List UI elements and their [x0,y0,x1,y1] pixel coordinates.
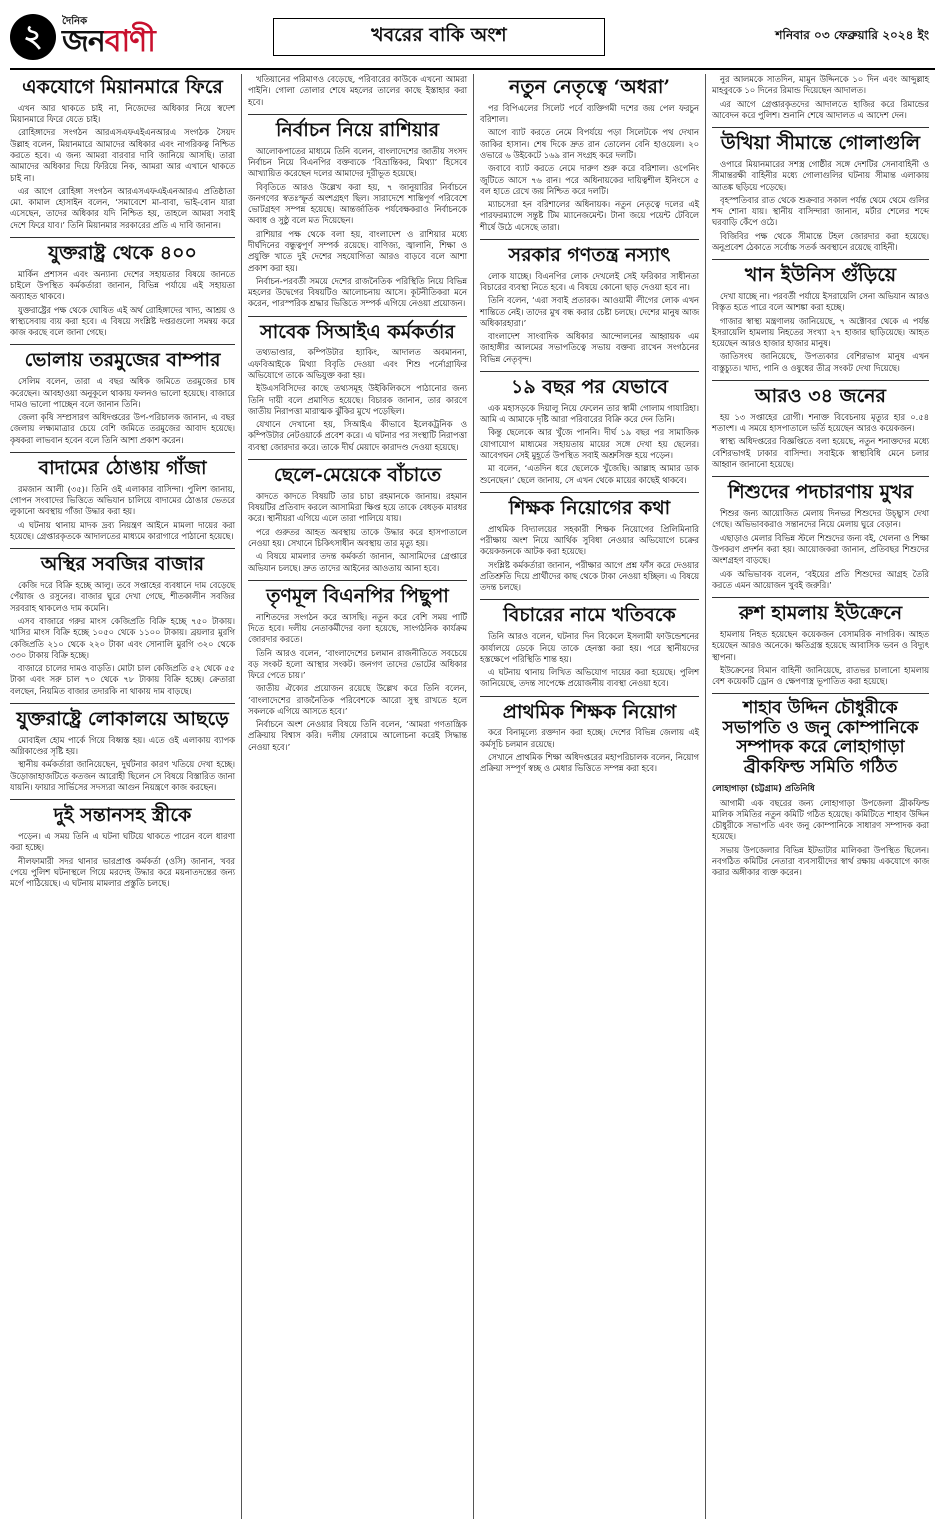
article-paragraph: নাশিতদের সংগঠন করে আসছি। নতুন করে বেশি সময় পার্টি দিতে হবে। দলীয় নেতাকর্মীদের বলা হয়েছে, সাংগঠনিক কার্যক্রম জোরদার করতে। [248,611,467,645]
article-paragraph: নুর আলমকে সাতদিন, মামুন উদ্দিনকে ১০ দিন এবং আব্দুল্লাহ মাহবুবকে ১০ দিনের রিমান্ড দিয়েছেন আদালত। [712,74,929,96]
article-paragraph: যুক্তরাষ্ট্রের পক্ষ থেকে ঘোষিত এই অর্থ রোহিঙ্গাদের খাদ্য, আশ্রয় ও স্বাস্থ্যসেবায় ব্যয় করা হবে। এ বিষয়ে সংশ্লিষ্ট দপ্তরগুলো সমন্বয় করে কাজ করছে বলে জানা গেছে। [10,304,235,338]
article-paragraph: মার্কিন প্রশাসন এবং অন্যান্য দেশের সহায়তার বিষয়ে জানতে চাইলে উপস্থিত কর্মকর্তারা জানান, বিভিন্ন পর্যায়ে এই সহায়তা অব্যাহত থাকবে। [10,268,235,302]
article-body [480,524,699,594]
article-body [712,412,929,470]
article-paragraph: যেখানে দেখানো হয়, সিআইএ কীভাবে ইলেকট্রনিক ও কম্পিউটার নেটওয়ার্কে প্রবেশ করে। এ ঘটনার পর সংস্থাটি নিরাপত্তা ব্যবস্থা জোরদার করে। তাকে দীর্ঘ মেয়াদে কারাদণ্ড দেওয়া হয়েছে। [248,419,467,452]
article-headline: শাহাব উদ্দিন চৌধুরীকে সভাপতি ও জনু কোম্পানিকে সম্পাদক করে লোহাগাড়া ব্রীকফিল্ড সমিতি গঠিত [722,698,919,777]
article-headline: বিচারের নামে খতিবকে [503,604,676,627]
article [480,702,699,781]
article-body [248,491,467,574]
article-headline: প্রাথমিক শিক্ষক নিয়োগ [502,700,677,723]
article-paragraph: জেলা কৃষি সম্প্রসারণ অধিদপ্তরের উপ-পরিচালক জানান, এ বছর জেলায় লক্ষ্যমাত্রার চেয়ে বেশি জমিতে তরমুজের আবাদ হয়েছে। কৃষকরা লাভবান হবেন বলে তিনি আশা প্রকাশ করেন। [10,412,235,445]
dateline: শনিবার ০৩ ফেব্রুয়ারি ২০২৪ ইং [775,28,929,42]
article [712,482,929,598]
article-paragraph: হামলায় নিহত হয়েছেন কয়েকজন বেসামরিক নাগরিক। আহত হয়েছেন আরও অনেকে। ক্ষতিগ্রস্ত হয়েছে আবাসিক ভবন ও বিদ্যুৎ স্থাপনা। [712,628,929,662]
article-headline: নতুন নেতৃত্বে ‘অধরা’ [509,76,670,98]
article-paragraph: এ ঘটনায় থানায় মাদক দ্রব্য নিয়ন্ত্রণ আইনে মামলা দায়ের করা হয়েছে। গ্রেপ্তারকৃতকে আদালতের মাধ্যমে কারাগারে পাঠানো হয়েছে। [10,519,235,541]
article [248,586,467,759]
article-paragraph: লোক যাচ্ছে। বিএনপির লোক দেখলেই সেই ফরিকার সাধীনতা বিচারের ব্যবস্থা নিতে হবে। এ বিষয়ে কোনো ছাড় দেওয়া হবে না। [480,270,699,293]
article-body [10,580,235,697]
article [248,322,467,460]
article-paragraph: মোবাইল হোম পার্কে গিয়ে বিধ্বস্ত হয়। এতে ওই এলাকায় ব্যাপক অগ্নিকাণ্ডের সৃষ্টি হয়। [10,734,235,757]
article-paragraph: গাজার স্বাস্থ্য মন্ত্রণালয় জানিয়েছে, ৭ অক্টোবর থেকে এ পর্যন্ত ইসরায়েলি হামলায় নিহতের সংখ্যা ২৭ হাজার ছাড়িয়েছে। আহত হয়েছেন আরও হাজার হাজার মানুষ। [712,315,929,349]
article-body [712,291,929,374]
article-headline: নির্বাচন নিয়ে রাশিয়ার [275,118,440,141]
article [248,465,467,581]
article-body [10,831,235,889]
article [480,77,699,240]
article [712,265,929,381]
article-paragraph: আগামী এক বছরের জন্য লোহাগাড়া উপজেলা ব্রীকফিল্ড মালিক সমিতির নতুন কমিটি গঠিত হয়েছে। কমিটিতে শাহাব উদ্দিন চৌধুরীকে সভাপতি এবং জনু কোম্পানিকে সাধারণ সম্পাদক করা হয়েছে। [712,797,929,842]
article-headline: বাদামের ঠোঙায় গাঁজা [38,457,207,479]
article [10,350,235,453]
article-paragraph: তিনি আরও বলেন, ‘বাংলাদেশের চলমান রাজনীতিতে সবচেয়ে বড় সংকট হলো আস্থার সংকট। জনগণ তাদের ভোটের অধিকার ফিরে পেতে চায়।’ [248,647,467,681]
article-paragraph: রোহিঙ্গাদের সংগঠন আরএসএফএইএনআরএ সংগঠক সৈয়দ উল্লাহ বলেন, মিয়ানমারে আমাদের অধিকার এবং নাগরিকত্ব নিশ্চিত করতে হবে। এ জন্য আমরা বারবার দাবি জানিয়ে আসছি। তারা আমাদের অধিকার দিয়ে ফিরিয়ে নিক, আমরা আর এখানে থাকতে চাই না। [10,127,235,183]
article [10,458,235,549]
article-body [712,74,929,121]
article-paragraph: আগে ব্যাট করতে নেমে বিপর্যয়ে পড়া সিলেটকে পথ দেখান জাকির হাসান। শেষ দিকে দ্রুত রান তোলেন বেনি হাওয়েল। ২০ ওভারে ৬ উইকেটে ১৬৯ রান সংগ্রহ করে দলটি। [480,127,699,160]
article-paragraph: নির্বাচন-পরবর্তী সময়ে দেশের রাজনৈতিক পরিস্থিতি নিয়ে বিভিন্ন মহলের উদ্বেগের বিষয়টিও আলোচনায় আসে। কূটনীতিকরা মনে করেন, পারস্পরিক শ্রদ্ধার ভিত্তিতে সম্পর্ক এগিয়ে নেওয়া প্রয়োজন। [248,275,467,309]
article [712,74,929,128]
article [712,603,929,694]
article-paragraph: হয় ১৩ সপ্তাহের রোগী। শনাক্ত বিবেচনায় মৃত্যুর হার ০.৫৪ শতাংশ। এ সময়ে হাসপাতালে ভর্তি হয়েছেন আরও কয়েকজন। [712,411,929,434]
article-paragraph: করে বিনামূল্যে রক্তদান করা হচ্ছে। দেশের বিভিন্ন জেলায় এই কর্মসূচি চলমান রয়েছে। [480,727,699,749]
article-paragraph: খতিয়ানের পরিমাণও বেড়েছে, পরিবারের কাউকে এখনো আমরা পাইনি। গোলা তোলার শেষে মহলের তালের কাছে ইস্তাহার করা হবে। [248,74,467,107]
article-headline: খান ইউনিস গুঁড়িয়ে [744,264,897,287]
article-paragraph: নির্বাচনে অংশ নেওয়ার বিষয়ে তিনি বলেন, ‘আমরা গণতান্ত্রিক প্রক্রিয়ায় বিশ্বাস করি। দলীয় ফোরামে আলোচনা করেই সিদ্ধান্ত নেওয়া হবে।’ [248,719,467,752]
article-headline: অস্থির সবজির বাজার [40,553,205,576]
article-paragraph: ম্যাচসেরা হন বরিশালের অধিনায়ক। নতুন নেতৃত্বে দলের এই পারফরম্যান্সে সন্তুষ্ট টিম ম্যানেজমেন্ট। টানা জয়ে পয়েন্ট টেবিলে শীর্ষে উঠে এসেছে তারা। [480,199,699,232]
article-headline: সাবেক সিআইএ কর্মকর্তার [260,320,455,343]
article-paragraph: মা বলেন, ‘এতদিন ধরে ছেলেকে খুঁজেছি। আল্লাহ আমার ডাক শুনেছেন।’ ছেলে জানায়, সে এখন থেকে মায়ের কাছেই থাকবে। [480,463,699,485]
article-body [248,612,467,753]
article-body [712,798,929,879]
article-paragraph: এসব বাজারে গরুর মাংস কেজিপ্রতি বিক্রি হচ্ছে ৭৫০ টাকায়। খাসির মাংস বিক্রি হচ্ছে ১০৫০ থেকে ১১০০ টাকায়। ব্রয়লার মুরগি কেজিপ্রতি ২১০ থেকে ২২০ টাকা এবং সোনালি মুরগি ৩২০ থেকে ৩৩০ টাকায় বিক্রি হচ্ছে। [10,615,235,660]
article-paragraph: জবাবে ব্যাট করতে নেমে দারুণ শুরু করে বরিশাল। ওপেনিং জুটিতে আসে ৭৬ রান। পরে অধিনায়কের দায়িত্বশীল ইনিংসে ৫ বল হাতে রেখে জয় নিশ্চিত করে দলটি। [480,163,699,196]
article-paragraph: সভায় উপজেলার বিভিন্ন ইটভাটার মালিকরা উপস্থিত ছিলেন। নবগঠিত কমিটির নেতারা ব্যবসায়ীদের স্বার্থ রক্ষায় একযোগে কাজ করার অঙ্গীকার ব্যক্ত করেন। [712,844,929,878]
article-paragraph: বৃহস্পতিবার রাত থেকে শুক্রবার সকাল পর্যন্ত থেমে থেমে গুলির শব্দ শোনা যায়। স্থানীয় বাসিন্দারা জানান, মর্টার শেলের শব্দে ঘরবাড়ি কেঁপে ওঠে। [712,194,929,228]
article [248,120,467,317]
article-body [10,376,235,446]
article-byline: লোহাগাড়া (চট্টগ্রাম) প্রতিনিধি [712,783,815,794]
article-body [480,403,699,486]
column-1 [10,74,242,1519]
article [712,133,929,260]
article-body [480,271,699,365]
article-paragraph: ইউক্রেনের বিমান বাহিনী জানিয়েছে, রাতভর চালানো হামলায় বেশ কয়েকটি ড্রোন ও ক্ষেপণাস্ত্র ভূপাতিত করা হয়েছে। [712,664,929,687]
article-body [10,735,235,793]
article-paragraph: বাজারে চালের দামও বাড়তি। মোটা চাল কেজিপ্রতি ৫২ থেকে ৫৫ টাকা এবং সরু চাল ৭০ থেকে ৭৮ টাকায় বিক্রি হচ্ছে। ক্রেতারা বলছেন, নিয়মিত বাজার তদারকি না থাকায় দাম বাড়ছে। [10,663,235,696]
article-paragraph: পর বিপিএলের সিলেট পর্বে ব্যক্তিগমী দশের জয় পেল ফরচুন বরিশাল। [480,102,699,125]
article-paragraph: ওপারে মিয়ানমারের সশস্ত্র গোষ্ঠীর সঙ্গে দেশটির সেনাবাহিনী ও সীমান্তরক্ষী বাহিনীর মধ্যে গোলাগুলির ঘটনায় সীমান্ত এলাকায় আতঙ্ক ছড়িয়ে পড়েছে। [712,158,929,192]
article-paragraph: সেলিম বলেন, তারা এ বছর অধিক জমিতে তরমুজের চাষ করেছেন। আবহাওয়া অনুকূলে থাকায় ফলনও ভালো হয়েছে। বাজারে দামও ভালো পাচ্ছেন বলে জানান তিনি। [10,376,235,409]
article-paragraph: রমজান আলী (৩৫)। তিনি ওই এলাকার বাসিন্দা। পুলিশ জানায়, গোপন সংবাদের ভিত্তিতে অভিযান চালিয়ে বাদামের ঠোঙার ভেতরে লুকানো অবস্থায় গাঁজা উদ্ধার করা হয়। [10,483,235,517]
article-paragraph: সেখানে প্রাথমিক শিক্ষা অধিদপ্তরের মহাপরিচালক বলেন, নিয়োগ প্রক্রিয়া সম্পূর্ণ স্বচ্ছ ও মেধার ভিত্তিতে সম্পন্ন করা হবে। [480,752,699,774]
article-paragraph: আলোকপাতের মাধ্যমে তিনি বলেন, বাংলাদেশের জাতীয় সংসদ নির্বাচন নিয়ে বিএনপির বক্তব্যকে ‘বিভ্রান্তিকর, মিথ্যা’ হিসেবে আখ্যায়িত করেছেন দলের আমাদের দূরীভূত হয়েছে। [248,145,467,179]
article-paragraph: কিন্তু ছেলেকে আর খুঁজে পাননি। দীর্ঘ ১৯ বছর পর সামাজিক যোগাযোগ মাধ্যমের সহায়তায় মায়ের সঙ্গে দেখা হয় ছেলের। আবেগঘন সেই মুহূর্তে উপস্থিত সবাই অশ্রুসিক্ত হয়ে পড়েন। [480,427,699,460]
column-3 [474,74,706,1519]
article [10,805,235,895]
article-paragraph: এ ঘটনায় থানায় লিখিত অভিযোগ দায়ের করা হয়েছে। পুলিশ জানিয়েছে, তদন্ত সাপেক্ষে প্রয়োজনীয় ব্যবস্থা নেওয়া হবে। [480,667,699,689]
article-headline: সরকার গণতন্ত্র নস্যাৎ [508,243,671,266]
article-paragraph: কেজি দরে বিক্রি হচ্ছে আলু। তবে সপ্তাহের ব্যবধানে দাম বেড়েছে পেঁয়াজ ও রসুনের। বাজার ঘুরে দেখা গেছে, শীতকালীন সবজির সরবরাহ থাকলেও দাম কমেনি। [10,580,235,613]
page-number: ২ [10,14,56,60]
column-4 [706,74,935,1519]
article-paragraph: পড়েন। এ সময় তিনি এ ঘটনা ঘটিয়ে থাকতে পারেন বলে ধারণা করা হচ্ছে। [10,831,235,853]
article-paragraph: এক মহাসড়কে দিয়ালু নিয়ে ফেলেন তার স্বামী গোলাম গাযারিহা। আমি এ আমাকে দৃষ্টি আরা পরিবারের বিক্রি করে দেন তিনি। [480,402,699,425]
article-body [480,727,699,774]
logo-part-a: জন [62,24,105,59]
article [712,386,929,477]
article-paragraph: নীলফামারী সদর থানার ভারপ্রাপ্ত কর্মকর্তা (ওসি) জানান, খবর পেয়ে পুলিশ ঘটনাস্থলে গিয়ে মরদেহ উদ্ধার করে ময়নাতদন্তের জন্য মর্গে পাঠিয়েছে। এ ঘটনায় মামলার প্রস্তুতি চলছে। [10,855,235,889]
masthead [10,6,935,70]
article-paragraph: শিশুর জন্য আয়োজিত মেলায় দিনভর শিশুদের উচ্ছ্বাস দেখা গেছে। অভিভাবকরাও সন্তানদের নিয়ে মেলায় ঘুরে বেড়ান। [712,508,929,530]
article-body [10,103,235,231]
article [480,377,699,493]
article-headline: শিক্ষক নিয়োগের কথা [508,496,671,519]
article-headline: দুই সন্তানসহ স্ত্রীকে [53,804,192,827]
article-paragraph: বিজিবির পক্ষ থেকে সীমান্তে টহল জোরদার করা হয়েছে। অনুপ্রবেশ ঠেকাতে সর্বোচ্চ সতর্ক অবস্থানে রয়েছে বাহিনী। [712,230,929,252]
article-paragraph: এখন আর থাকতে চাই না, নিজেদের অধিকার নিয়ে স্বদেশ মিয়ানমারে ফিরে যেতে চাই। [10,102,235,125]
article-body [712,159,929,253]
logo-part-b: বাণী [104,24,155,59]
article-paragraph: স্বাস্থ্য অধিদপ্তরের বিজ্ঞপ্তিতে বলা হয়েছে, নতুন শনাক্তদের মধ্যে বেশিরভাগই ঢাকার বাসিন্দা। সবাইকে স্বাস্থ্যবিধি মেনে চলার আহ্বান জানানো হয়েছে। [712,436,929,469]
article-body [10,484,235,542]
article [480,605,699,696]
article [480,498,699,601]
article-body [712,629,929,687]
article-headline: উখিয়া সীমান্তে গোলাগুলি [720,132,921,155]
article [10,243,235,346]
columns [10,74,935,1519]
article [712,699,929,884]
logo-tagline: দৈনিক [62,16,88,27]
article-headline: যুক্তরাষ্ট্র থেকে ৪০০ [48,241,197,264]
article-body [248,347,467,453]
article-paragraph: এ বিষয়ে মামলার তদন্ত কর্মকর্তা জানান, আসামিদের গ্রেপ্তারে অভিযান চলছে। দ্রুত তাদের আইনের আওতায় আনা হবে। [248,551,467,573]
article-paragraph: জাতিসংঘ জানিয়েছে, উপত্যকার বেশিরভাগ মানুষ এখন বাস্তুচ্যুত। খাদ্য, পানি ও ওষুধের তীব্র সংকট দেখা দিয়েছে। [712,351,929,373]
article-headline: যুক্তরাষ্ট্রে লোকালয়ে আছড়ে [16,707,229,730]
article-paragraph: প্রাথমিক বিদ্যালয়ের সহকারী শিক্ষক নিয়োগের প্রিলিমিনারি পরীক্ষায় অংশ নিয়ে আর্থিক সুবিধা নেওয়ার অভিযোগে চক্রের কয়েকজনকে আটক করা হয়েছে। [480,523,699,557]
article-headline: আরও ৩৪ জনের [755,385,886,408]
article-paragraph: তথ্যভাণ্ডার, কম্পিউটার হ্যাকিং, আদালত অবমাননা, এফবিআইকে মিথ্যা বিবৃতি দেওয়া এবং শিশু পর্নোগ্রাফির অভিযোগে তাকে অভিযুক্ত করা হয়। [248,347,467,381]
article-headline: ভোলায় তরমুজের বাম্পার [24,349,221,372]
article-headline: একযোগে মিয়ানমারে ফিরে [22,76,223,98]
article-headline: রুশ হামলায় ইউক্রেনে [738,602,903,625]
article-paragraph: জাতীয় ঐক্যের প্রয়োজন রয়েছে উল্লেখ করে তিনি বলেন, ‘বাংলাদেশের রাজনৈতিক পরিবেশকে আরো সুস্থ রাখতে হলে সকলকে এগিয়ে আসতে হবে।’ [248,683,467,716]
article-paragraph: সংশ্লিষ্ট কর্মকর্তারা জানান, পরীক্ষার আগে প্রশ্ন ফাঁস করে দেওয়ার প্রতিশ্রুতি দিয়ে প্রার্থীদের কাছ থেকে টাকা নেওয়া হচ্ছিল। এ বিষয়ে তদন্ত চলছে। [480,559,699,593]
article-headline: শিশুদের পদচারণায় মুখর [727,481,914,504]
article-headline: ছেলে-মেয়েকে বাঁচাতে [273,464,442,486]
column-2 [242,74,474,1519]
article [10,77,235,238]
article-paragraph: স্থানীয় কর্মকর্তারা জানিয়েছেন, দুর্ঘটনার কারণ খতিয়ে দেখা হচ্ছে। উড়োজাহাজটিতে কতজন আরোহী ছিলেন সে বিষয়ে বিস্তারিত জানা যায়নি। ফায়ার সার্ভিসের সদস্যরা আগুন নিয়ন্ত্রণে কাজ করছেন। [10,759,235,792]
article-paragraph: বাংলাদেশ সাংবাদিক অধিকার আন্দোলনের আহ্বায়ক এম জাহাঙ্গীর আলমের সভাপতিত্বে সভায় বক্তব্য রাখেন সংগঠনের বিভিন্ন নেতৃবৃন্দ। [480,331,699,364]
article-paragraph: বিবৃতিতে আরও উল্লেখ করা হয়, ৭ জানুয়ারির নির্বাচনে জনগণের স্বতঃস্ফূর্ত অংশগ্রহণ ছিল। সারাদেশে শান্তিপূর্ণ পরিবেশে ভোটগ্রহণ সম্পন্ন হয়েছে। আন্তর্জাতিক পর্যবেক্ষকরাও নির্বাচনকে অবাধ ও সুষ্ঠু বলে মত দিয়েছেন। [248,181,467,226]
article-paragraph: পরে গুরুতর আহত অবস্থায় তাকে উদ্ধার করে হাসপাতালে নেওয়া হয়। সেখানে চিকিৎসাধীন অবস্থায় তার মৃত্যু হয়। [248,526,467,548]
article-body [712,508,929,591]
article [10,554,235,704]
article [480,245,699,372]
article-paragraph: তিনি আরও বলেন, ঘটনার দিন বিকেলে ইসলামী ফাউন্ডেশনের কার্যালয়ে ডেকে নিয়ে তাকে হেনস্তা করা হয়। পরে স্থানীয়দের হস্তক্ষেপে পরিস্থিতি শান্ত হয়। [480,631,699,664]
article-paragraph: রাশিয়ার পক্ষ থেকে বলা হয়, বাংলাদেশ ও রাশিয়ার মধ্যে দীর্ঘদিনের বন্ধুত্বপূর্ণ সম্পর্ক রয়েছে। বাণিজ্য, জ্বালানি, শিক্ষা ও প্রযুক্তি খাতে দুই দেশের সহযোগিতা আরও বাড়বে বলে আশা প্রকাশ করা হয়। [248,228,467,273]
newspaper-logo [62,17,155,57]
article-paragraph: কাদতে কাদতে বিষয়টি তার চাচা রহমানকে জানায়। রহমান বিষয়টির প্রতিবাদ করলে আসামিরা ক্ষিপ্ত হয়ে তাকে বেধড়ক মারধর করে। স্থানীয়রা এগিয়ে এলে তারা পালিয়ে যায়। [248,490,467,524]
article-body [10,269,235,339]
section-title: খবরের বাকি অংশ [273,18,605,56]
article-paragraph: দেখা যাচ্ছে না। পরবর্তী পর্যায়ে ইসরায়েলি সেনা অভিযান আরও বিস্তৃত হতে পারে বলে আশঙ্কা করা হচ্ছে। [712,291,929,313]
article-body [248,74,467,108]
article-body [248,146,467,310]
article-paragraph: ইউএসবিসিদের কাছে তথ্যসমূহ উইকিলিকসে পাঠানোর জন্য তিনি দায়ী বলে প্রমাণিত হয়েছে। বিচারক জানান, তার কারণে জাতীয় নিরাপত্তা মারাত্মক ঝুঁকির মুখে পড়েছিল। [248,383,467,416]
article-headline: তৃণমূল বিএনপির পিছুপা [266,584,449,607]
article-paragraph: এর আগে গ্রেপ্তারকৃতদের আদালতে হাজির করে রিমান্ডের আবেদন করে পুলিশ। শুনানি শেষে আদালত এ আদেশ দেন। [712,98,929,120]
article-body [480,103,699,233]
article-paragraph: এছাড়াও মেলার বিভিন্ন স্টলে শিশুদের জন্য বই, খেলনা ও শিক্ষা উপকরণ প্রদর্শন করা হয়। আয়োজকরা জানান, প্রতিবছর শিশুদের অংশগ্রহণ বাড়ছে। [712,532,929,566]
article-headline: ১৯ বছর পর যেভাবে [511,376,668,399]
article-paragraph: তিনি বলেন, ‘এরা সবাই প্রতারক। আওয়ামী লীগের লোক এখন শান্তিতে নেই। তাদের মুখ বন্ধ করার চেষ্টা চলছে। দেশের মানুষ আজ অধিকারহারা।’ [480,295,699,328]
article-paragraph: এর আগে রোহিঙ্গা সংগঠন আরএসএফএইএনআরএ প্রতিষ্ঠাতা মো. কামাল হোসাইন বলেন, ‘সমাবেশে মা-বাবা, ভাই-বোন যারা এসেছেন, তাদের অধিকার যদি নিশ্চিত হয়, তাহলে আমরা সবাই দেশে ফিরে যাব।’ তিনি মিয়ানমার সরকারের প্রতি এ দাবি জানান। [10,185,235,230]
article [10,709,235,800]
article [248,74,467,115]
article-body [480,631,699,689]
article-paragraph: এক অভিভাবক বলেন, ‘বইয়ের প্রতি শিশুদের আগ্রহ তৈরি করতে এমন আয়োজন খুবই জরুরি।’ [712,568,929,590]
